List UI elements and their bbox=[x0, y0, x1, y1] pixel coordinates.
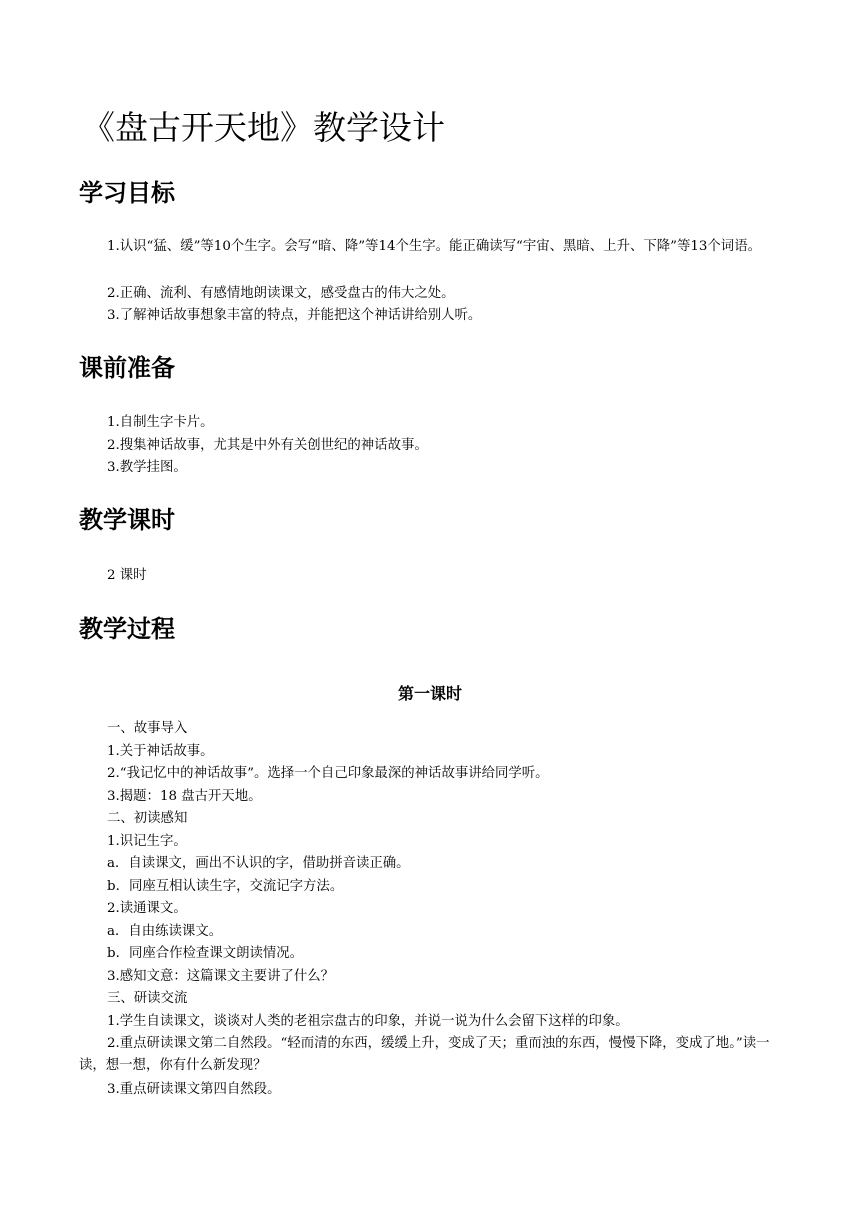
process-line: 一、故事导入 bbox=[107, 721, 188, 736]
prep-item-2: 2.搜集神话故事，尤其是中外有关创世纪的神话故事。 bbox=[107, 438, 428, 453]
process-line: 3.揭题：18 盘古开天地。 bbox=[107, 789, 262, 804]
process-line: 2.重点研读课文第二自然段。“轻而清的东西，缓缓上升，变成了天；重而浊的东西，慢慢下降，变成了地。”读一读，想一想，你有什么新发现？ bbox=[79, 1036, 770, 1073]
process-line: 3.感知文意：这篇课文主要讲了什么？ bbox=[107, 969, 335, 984]
process-line: 2.读通课文。 bbox=[107, 901, 187, 916]
process-line: b．同座合作检查课文朗读情况。 bbox=[107, 946, 304, 961]
prep-item-3: 3.教学挂图。 bbox=[107, 460, 187, 475]
process-line: b．同座互相认读生字，交流记字方法。 bbox=[107, 879, 344, 894]
goal-item-1: 1.认识“猛、缓”等10个生字。会写“暗、降”等14个生字。能正确读写“宇宙、黑暗、上升、下降”等13个词语。 bbox=[107, 239, 761, 254]
process-line: a．自由练读课文。 bbox=[107, 924, 223, 939]
goal-item-2: 2.正确、流利、有感情地朗读课文，感受盘古的伟大之处。 bbox=[107, 286, 455, 301]
goal-item-3: 3.了解神话故事想象丰富的特点，并能把这个神话讲给别人听。 bbox=[107, 308, 482, 323]
process-line: 三、研读交流 bbox=[107, 991, 188, 1006]
prep-item-1: 1.自制生字卡片。 bbox=[107, 415, 214, 430]
process-line: 1.识记生字。 bbox=[107, 834, 187, 849]
process-line: 1.学生自读课文，谈谈对人类的老祖宗盘古的印象，并说一说为什么会留下这样的印象。 bbox=[107, 1014, 629, 1029]
process-line: 3.重点研读课文第四自然段。 bbox=[107, 1082, 281, 1097]
process-line: a．自读课文，画出不认识的字，借助拼音读正确。 bbox=[107, 856, 410, 871]
heading-teaching-process: 教学过程 bbox=[79, 615, 175, 643]
process-line: 二、初读感知 bbox=[107, 811, 188, 826]
heading-preparation: 课前准备 bbox=[79, 354, 175, 382]
teaching-hours-text: 2 课时 bbox=[107, 568, 147, 583]
process-line: 2.“我记忆中的神话故事”。选择一个自己印象最深的神话故事讲给同学听。 bbox=[107, 766, 549, 781]
lesson-1-title: 第一课时 bbox=[397, 684, 462, 703]
document-title: 《盘古开天地》教学设计 bbox=[82, 108, 445, 147]
heading-learning-goals: 学习目标 bbox=[79, 179, 175, 207]
heading-teaching-hours: 教学课时 bbox=[79, 506, 175, 534]
process-line: 1.关于神话故事。 bbox=[107, 744, 214, 759]
